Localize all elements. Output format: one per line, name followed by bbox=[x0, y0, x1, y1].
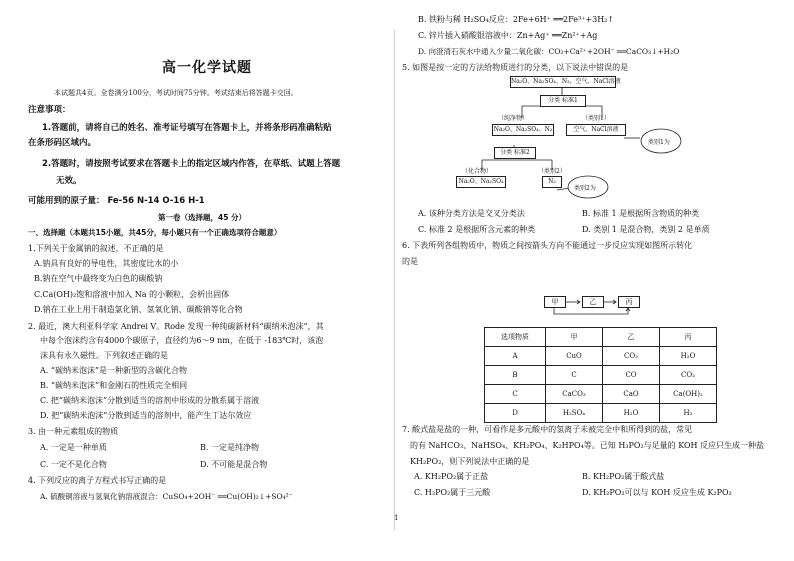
atomic-mass-line: 可能用到的原子量： Fe-56 N-14 O-16 H-1 bbox=[28, 196, 205, 206]
q5-standard-1-box: 分类 标准1 bbox=[540, 95, 586, 107]
table-cell: B bbox=[485, 366, 546, 385]
q1-stem: 1.下列关于金属钠的叙述，不正确的是 bbox=[28, 244, 164, 253]
q6-flow-yi: 乙 bbox=[582, 296, 604, 308]
table-header-cell: 乙 bbox=[603, 328, 660, 347]
q2-option-b: B. “碳纳米泡沫”和金刚石的性质完全相同 bbox=[40, 381, 188, 390]
q2-stem-2: 中每个泡沫约含有4000个碳原子，直径约为6～9 nm，在低于 -183℃时，该泡 bbox=[40, 336, 324, 345]
q1-option-a: A.钠具有良好的导电性，其密度比水的小 bbox=[34, 259, 179, 268]
table-header-cell: 选项物质 bbox=[485, 328, 546, 347]
q5-category-2-item-box: N₂ bbox=[542, 176, 562, 188]
q6-options-table bbox=[484, 327, 717, 423]
table-cell: C bbox=[546, 366, 603, 385]
q5-category-2-callout: 类别2为 bbox=[574, 185, 596, 192]
q5-option-d: D. 类别 1 是混合物，类别 2 是单质 bbox=[582, 225, 710, 234]
q3-option-c: C. 一定不是化合物 bbox=[40, 460, 107, 469]
notes-heading: 注意事项： bbox=[28, 105, 71, 115]
q1-option-d: D.钠在工业上用于制造氯化钠、氢氧化钠、碳酸钠等化合物 bbox=[34, 305, 243, 314]
section-rule: 一、选择题（本题共15小题，共45分，每小题只有一个正确选项符合题意） bbox=[28, 228, 282, 237]
q2-option-a: A. “碳纳米泡沫”是一种新型的含碳化合物 bbox=[40, 366, 188, 375]
q2-option-c: C. 把“碳纳米泡沫”分散到适当的溶剂中形成的分散系属于溶液 bbox=[40, 396, 260, 405]
q7-stem-2: 的有 NaHCO₃、NaHSO₄、KH₂PO₄、K₂HPO₄等。已知 H₃PO₂与足量的 KOH 反应只生成一种盐 bbox=[410, 441, 765, 450]
note-2-line-2: 无效。 bbox=[56, 176, 82, 186]
q5-pure-items-box: Na₂O、Na₂SO₄、N₂ bbox=[492, 124, 554, 136]
q5-compound-label: （化合物） bbox=[462, 168, 493, 175]
note-1-line-2: 在条形码区域内。 bbox=[28, 138, 97, 148]
column-divider bbox=[394, 30, 395, 530]
table-cell: H₂SO₄ bbox=[546, 404, 603, 423]
q7-option-c: C. H₃PO₂属于三元酸 bbox=[414, 488, 491, 497]
table-cell: H₂ bbox=[660, 404, 717, 423]
q3-option-d: D. 不可能是混合物 bbox=[200, 460, 268, 469]
table-cell: D bbox=[485, 404, 546, 423]
table-header-row bbox=[485, 328, 717, 347]
q5-category-1-callout: 类别1为 bbox=[648, 139, 670, 146]
intro-text: 本试题共4页。全卷满分100分，考试时间75分钟。考试结束后将答题卡交回。 bbox=[54, 89, 298, 97]
q7-option-a: A. KH₂PO₂属于正盐 bbox=[414, 472, 489, 481]
q5-top-box: Na₂O、Na₂SO₄、N₂、空气、NaCl溶液 bbox=[510, 76, 616, 88]
table-cell: H₂O bbox=[660, 347, 717, 366]
table-header-cell: 甲 bbox=[546, 328, 603, 347]
q6-stem-1: 6. 下表所列各组物质中，物质之间按箭头方向不能通过一步反应实现如图所示转化 bbox=[402, 241, 693, 250]
q5-option-a: A. 该种分类方法是交叉分类法 bbox=[418, 209, 525, 218]
q7-option-b: B. KH₂PO₂属于酸式盐 bbox=[582, 472, 665, 481]
note-2-line-1: 2.答题时，请按照考试要求在答题卡上的指定区域内作答，在草纸、试题上答题 bbox=[42, 159, 341, 169]
q5-category-1-label: （类别1） bbox=[582, 115, 610, 122]
table-cell: CaCO₃ bbox=[546, 385, 603, 404]
q4-option-a: A. 硫酸铜溶液与氢氧化钠溶液混合：CuSO₄+2OH⁻ ══Cu(OH)₂↓+SO₄²⁻ bbox=[40, 492, 293, 501]
q7-stem-1: 7. 酸式盐是盐的一种，可看作是多元酸中的氢离子未被完全中和所得到的盐，常见 bbox=[402, 425, 693, 434]
table-cell: CO₂ bbox=[660, 366, 717, 385]
q6-flow-diagram bbox=[542, 292, 642, 322]
table-cell: CuO bbox=[546, 347, 603, 366]
q4-stem: 4. 下列反应的离子方程式书写正确的是 bbox=[28, 476, 167, 485]
table-cell: C bbox=[485, 385, 546, 404]
table-row bbox=[485, 385, 717, 404]
q3-stem: 3. 由一种元素组成的物质 bbox=[28, 427, 119, 436]
q5-standard-2-box: 分类 标准2 bbox=[494, 147, 536, 159]
q1-option-b: B.钠在空气中最终变为白色的碳酸钠 bbox=[34, 274, 163, 283]
q2-option-d: D. 把“碳纳米泡沫”分散到适当的溶剂中，能产生丁达尔效应 bbox=[40, 411, 252, 420]
q5-classification-diagram bbox=[402, 0, 770, 230]
page-number: 1 bbox=[394, 514, 399, 522]
q2-stem-1: 2. 最近，澳大利亚科学家 Andrei V。Rode 发现一种纯碳新材料“碳纳米泡沫”，其 bbox=[28, 322, 324, 331]
table-row bbox=[485, 404, 717, 423]
table-cell: A bbox=[485, 347, 546, 366]
table-row bbox=[485, 366, 717, 385]
q5-stem: 5. 如图是按一定的方法给物质进行的分类，以下说法中错误的是 bbox=[402, 63, 629, 72]
q7-stem-3: KH₂PO₂，则下列说法中正确的是 bbox=[410, 457, 530, 466]
table-header-cell: 丙 bbox=[660, 328, 717, 347]
note-1-line-1: 1.答题前，请将自己的姓名、准考证号填写在答题卡上，并将条形码准确粘贴 bbox=[42, 123, 332, 133]
q5-option-c: C. 标准 2 是根据所含元素的种类 bbox=[418, 225, 536, 234]
q3-option-b: B. 一定是纯净物 bbox=[200, 443, 259, 452]
q7-option-d: D. KH₂PO₂可以与 KOH 反应生成 K₂PO₂ bbox=[582, 488, 732, 497]
q5-category-1-items-box: 空气、NaCl溶液 bbox=[566, 124, 626, 136]
q6-flow-bing: 丙 bbox=[618, 296, 640, 308]
q4-option-c: C. 锌片插入硝酸银溶液中：Zn+Ag⁺ ══Zn²⁺+Ag bbox=[418, 31, 598, 40]
q5-pure-label: （纯净物） bbox=[498, 115, 529, 122]
q6-stem-2: 的是 bbox=[402, 257, 418, 266]
table-cell: CO bbox=[603, 366, 660, 385]
q3-option-a: A. 一定是一种单质 bbox=[40, 443, 107, 452]
table-cell: CO₂ bbox=[603, 347, 660, 366]
section-title: 第一卷（选择题，45 分） bbox=[158, 213, 247, 222]
q1-option-c: C.Ca(OH)₂饱和溶液中加入 Na 的小颗粒，会析出固体 bbox=[34, 290, 230, 299]
table-cell: CaO bbox=[603, 385, 660, 404]
q5-compound-items-box: Na₂O、Na₂SO₄ bbox=[456, 176, 506, 188]
q4-option-d: D. 向澄清石灰水中通入少量二氧化碳：CO₂+Ca²⁺+2OH⁻ ══CaCO₃↓+H₂O bbox=[418, 47, 680, 56]
q4-option-b: B. 铁粉与稀 H₂SO₄反应：2Fe+6H⁺ ══2Fe³⁺+3H₂↑ bbox=[418, 15, 615, 24]
q6-flow-jia: 甲 bbox=[544, 296, 566, 308]
q2-stem-3: 沫具有永久磁性。下列叙述正确的是 bbox=[40, 351, 168, 360]
q5-category-2-label: （类别2） bbox=[538, 168, 566, 175]
table-cell: H₂O bbox=[603, 404, 660, 423]
table-row bbox=[485, 347, 717, 366]
q5-option-b: B. 标准 1 是根据所含物质的种类 bbox=[582, 209, 700, 218]
page-title: 高一化学试题 bbox=[162, 60, 252, 76]
table-cell: Ca(OH)₂ bbox=[660, 385, 717, 404]
